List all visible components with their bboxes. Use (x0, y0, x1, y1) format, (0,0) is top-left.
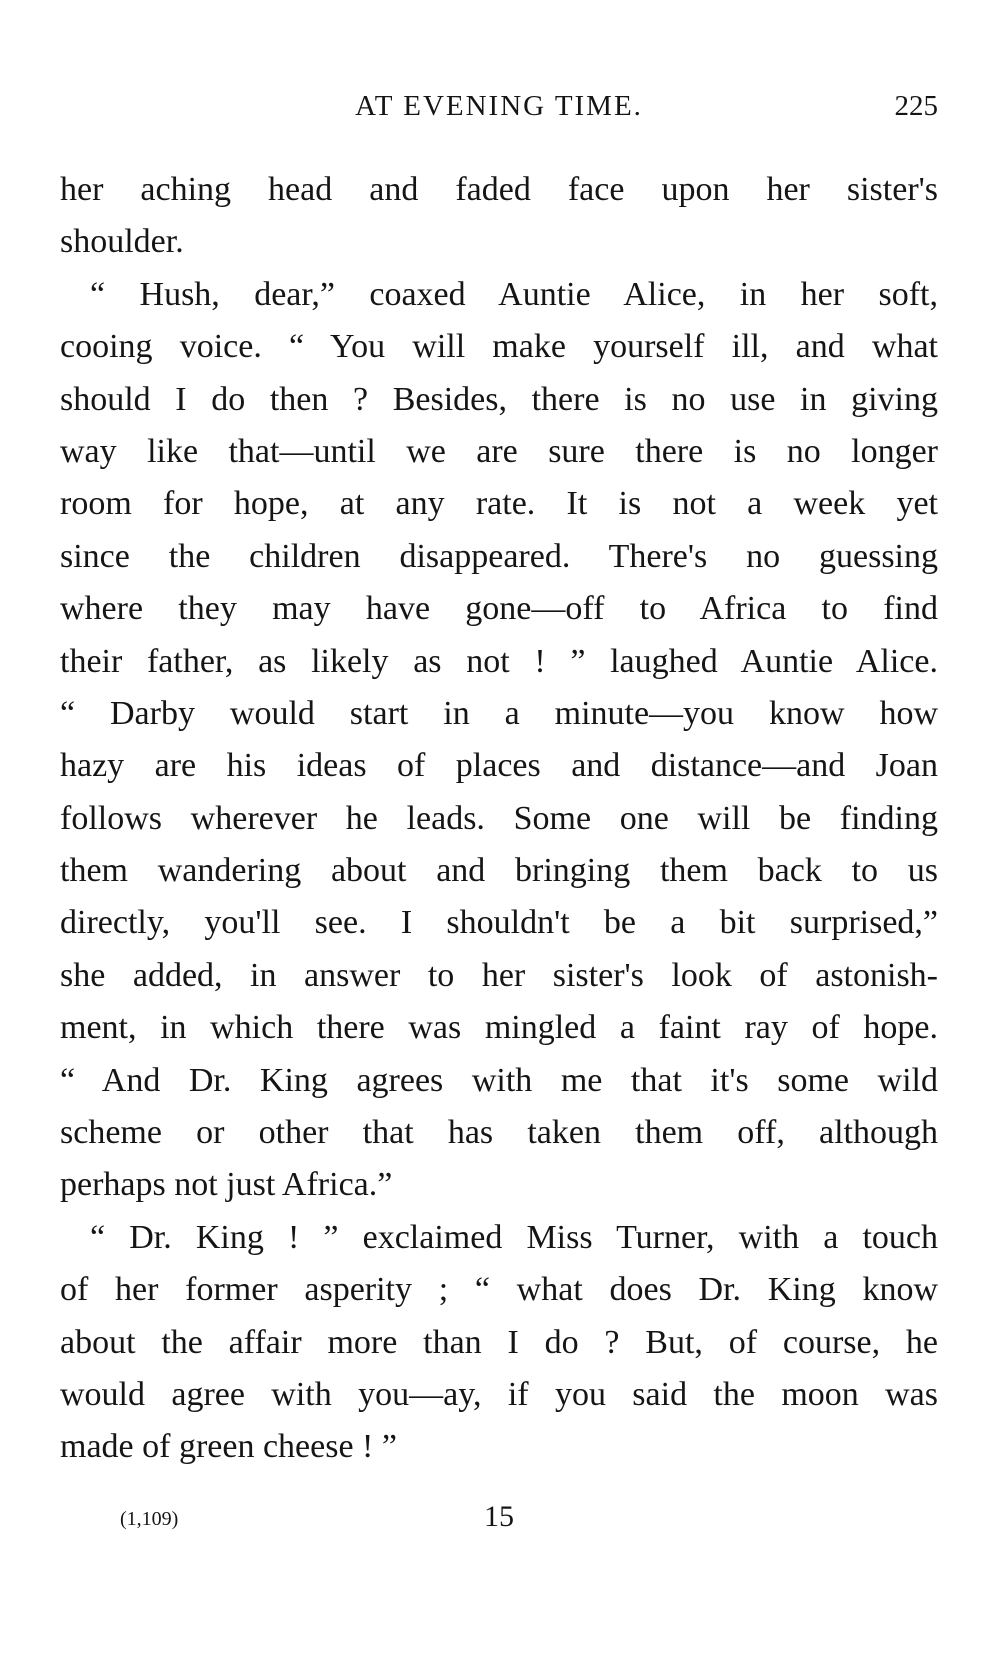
body-text (60, 164, 938, 1474)
text-line: where they may have gone—off to Africa to find (60, 590, 938, 628)
signature-number: 15 (484, 1500, 514, 1533)
text-line: shoulder. (60, 223, 184, 261)
text-line: perhaps not just Africa.” (60, 1166, 393, 1204)
text-line: cooing voice. “ You will make yourself ill, and what (60, 328, 938, 366)
text-line: directly, you'll see. I shouldn't be a bit surprised,” (60, 904, 938, 942)
text-line: she added, in answer to her sister's look of astonish- (60, 956, 938, 994)
text-line: scheme or other that has taken them off, although (60, 1114, 938, 1152)
signature-mark: (1,109) (120, 1508, 179, 1530)
text-line: made of green cheese ! ” (60, 1428, 397, 1466)
text-line: their father, as likely as not ! ” laughed Auntie Alice. (60, 642, 938, 680)
text-line: hazy are his ideas of places and distance—and Joan (60, 747, 938, 785)
page-number: 225 (894, 90, 938, 122)
running-title: AT EVENING TIME. (355, 90, 643, 122)
text-line: since the children disappeared. There's no guessing (60, 537, 938, 575)
text-line: her aching head and faded face upon her sister's (60, 171, 938, 208)
text-line: room for hope, at any rate. It is not a week yet (60, 485, 938, 523)
text-line: “ Dr. King ! ” exclaimed Miss Turner, with a touch (90, 1218, 938, 1256)
text-line: about the affair more than I do ? But, of course, he (60, 1323, 938, 1361)
text-line: should I do then ? Besides, there is no use in giving (60, 380, 938, 418)
text-line: way like that—until we are sure there is no longer (60, 432, 938, 470)
text-line: follows wherever he leads. Some one will be finding (60, 799, 938, 837)
page-footer (60, 1500, 938, 1544)
text-line: “ Hush, dear,” coaxed Auntie Alice, in her soft, (90, 275, 938, 313)
text-line: “ Darby would start in a minute—you know how (60, 694, 938, 732)
text-line: of her former asperity ; “ what does Dr. King know (60, 1271, 938, 1309)
text-line: ment, in which there was mingled a faint ray of hope. (60, 1009, 938, 1047)
running-head (60, 90, 938, 134)
text-line: them wandering about and bringing them back to us (60, 852, 938, 890)
text-line: “ And Dr. King agrees with me that it's some wild (60, 1061, 938, 1099)
text-line: would agree with you—ay, if you said the moon was (60, 1375, 938, 1413)
